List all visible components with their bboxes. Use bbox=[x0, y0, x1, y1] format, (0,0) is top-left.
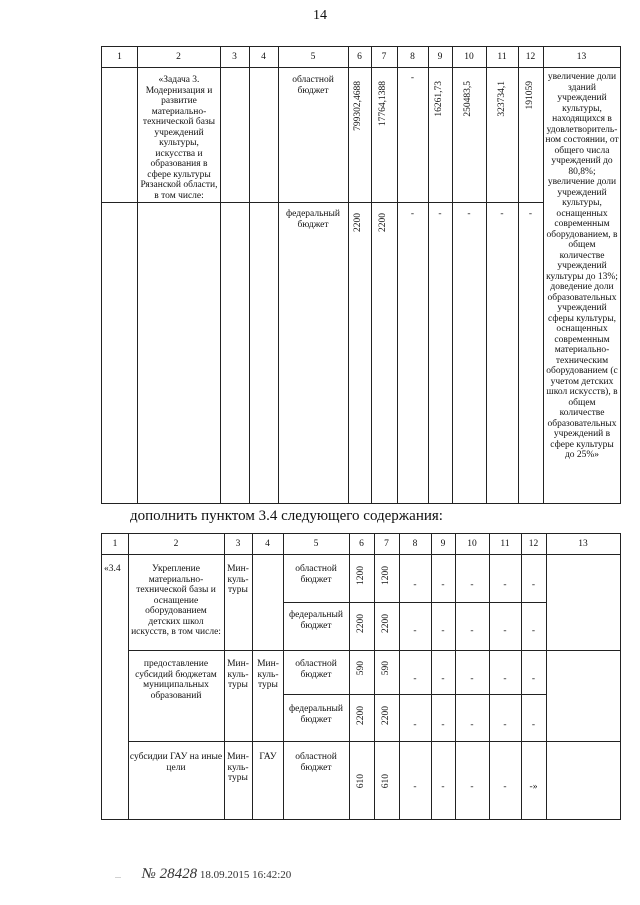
value-col7: 2200 bbox=[381, 614, 391, 633]
value-col8: - bbox=[410, 209, 415, 219]
col-header: 7 bbox=[384, 539, 389, 549]
value-col8: - bbox=[413, 626, 417, 636]
col-header: 13 bbox=[576, 52, 587, 62]
value-col10: - bbox=[470, 720, 474, 730]
col-header: 3 bbox=[235, 539, 241, 549]
value-col9: - bbox=[441, 580, 445, 590]
value-col7: 1200 bbox=[381, 566, 391, 585]
value-col6: 2200 bbox=[353, 213, 363, 232]
value-col8: - bbox=[413, 674, 417, 684]
col-header: 1 bbox=[112, 539, 118, 549]
value-col10: 250483,5 bbox=[463, 81, 473, 117]
item-number: «3.4 bbox=[104, 564, 121, 574]
value-col11: - bbox=[503, 580, 507, 590]
task-3-description: «Задача 3. Модернизация и развитие материально-технической базы учреждений культуры, искусства и образования в сфере культуры Рязанской области, в том числе: bbox=[140, 75, 218, 201]
value-col12: - bbox=[531, 580, 536, 590]
value-col12: - bbox=[531, 626, 536, 636]
col-header: 10 bbox=[464, 52, 474, 62]
col-header: 12 bbox=[525, 52, 536, 62]
value-col7: 610 bbox=[381, 774, 391, 789]
expected-results: увеличение доли зданий учреждений культуры, находящихся в удовлетворитель-ном состоянии, от общего числа учреждений до 80,8%; увеличение доли учреждений культуры, оснащенных современным оборудованием, в общем количестве учреждений культуры до 13%; доведение доли образовательных учреждений сферы культуры, оснащенных современным материально-техническим оборудованием (с учетом детских школ искусств), в общем количестве образовательных учреждений в сфере культуры до 25%» bbox=[545, 72, 619, 460]
col-header: 8 bbox=[412, 539, 418, 549]
funding-source: федеральный бюджет bbox=[289, 610, 343, 631]
funding-source: областной бюджет bbox=[295, 564, 337, 585]
document-datetime: 18.09.2015 16:42:20 bbox=[199, 869, 292, 881]
funding-source: областной бюджет bbox=[295, 752, 337, 773]
col-header: 8 bbox=[410, 52, 415, 62]
col-header: 4 bbox=[261, 52, 266, 62]
value-col8: - bbox=[413, 782, 417, 792]
col-header: 9 bbox=[437, 52, 443, 62]
measure-name: предоставление субсидий бюджетам муниципальных образований bbox=[135, 659, 217, 701]
value-col10: - bbox=[467, 209, 471, 219]
value-col10: - bbox=[470, 580, 474, 590]
col-header: 11 bbox=[500, 539, 510, 549]
col-header: 10 bbox=[467, 539, 477, 549]
value-col12: - bbox=[531, 720, 536, 730]
value-col11: - bbox=[503, 720, 507, 730]
value-col11: - bbox=[503, 674, 507, 684]
value-col9: - bbox=[441, 720, 445, 730]
value-col7: 590 bbox=[381, 661, 391, 676]
value-col10: - bbox=[470, 782, 474, 792]
value-col6: 2200 bbox=[356, 706, 366, 725]
value-col11: 323734,1 bbox=[497, 81, 507, 117]
value-col9: 16261,73 bbox=[434, 81, 444, 117]
value-col7: 2200 bbox=[378, 213, 388, 232]
executor: Мин-куль-туры bbox=[227, 752, 249, 783]
value-col11: - bbox=[503, 782, 507, 792]
col-header: 5 bbox=[310, 52, 316, 62]
col-header: 13 bbox=[578, 539, 588, 549]
value-col11: - bbox=[500, 209, 504, 219]
measure-name: субсидии ГАУ на иные цели bbox=[129, 752, 223, 773]
value-col6: 799302,4688 bbox=[353, 81, 363, 131]
col-header: 7 bbox=[381, 52, 387, 62]
item-3-4-table bbox=[101, 533, 621, 820]
recipient: Мин-куль-туры bbox=[257, 659, 279, 690]
value-col12: 191059 bbox=[525, 81, 535, 110]
value-col9: - bbox=[438, 209, 442, 219]
value-col10: - bbox=[470, 626, 474, 636]
value-col11: - bbox=[503, 626, 507, 636]
document-footer bbox=[115, 866, 291, 883]
value-col10: - bbox=[470, 674, 474, 684]
executor: Мин-куль-туры bbox=[227, 564, 249, 595]
value-col12: - bbox=[531, 674, 536, 684]
value-col8: - bbox=[413, 580, 417, 590]
col-header: 9 bbox=[440, 539, 446, 549]
executor: Мин-куль-туры bbox=[227, 659, 249, 690]
col-header: 12 bbox=[528, 539, 539, 549]
measures-table-continued bbox=[101, 46, 621, 504]
value-col12: -» bbox=[529, 782, 538, 792]
registry-stamp: ... bbox=[115, 871, 121, 880]
value-col8: - bbox=[413, 720, 417, 730]
value-col9: - bbox=[441, 674, 445, 684]
funding-source: федеральный бюджет bbox=[286, 209, 340, 230]
value-col9: - bbox=[441, 782, 445, 792]
col-header: 5 bbox=[313, 539, 319, 549]
col-header: 6 bbox=[357, 52, 362, 62]
amendment-paragraph: дополнить пунктом 3.4 следующего содержания: bbox=[130, 508, 443, 524]
value-col8: - bbox=[410, 73, 415, 83]
value-col7: 17764,1388 bbox=[378, 81, 388, 127]
page-number: 14 bbox=[313, 8, 327, 23]
value-col6: 2200 bbox=[356, 614, 366, 633]
col-header: 11 bbox=[497, 52, 507, 62]
funding-source: областной бюджет bbox=[295, 659, 337, 680]
funding-source: федеральный бюджет bbox=[289, 704, 343, 725]
col-header: 2 bbox=[173, 539, 179, 549]
value-col9: - bbox=[441, 626, 445, 636]
value-col12: - bbox=[528, 209, 533, 219]
funding-source: областной бюджет bbox=[292, 75, 334, 96]
col-header: 4 bbox=[265, 539, 270, 549]
recipient: ГАУ bbox=[259, 752, 277, 762]
value-col6: 590 bbox=[356, 661, 366, 676]
measure-name: Укрепление материально-технической базы и оснащение оборудованием детских школ искусств, в том числе: bbox=[131, 564, 221, 637]
document-number: № 28428 bbox=[141, 866, 198, 882]
col-header: 2 bbox=[176, 52, 181, 62]
value-col6: 1200 bbox=[356, 566, 366, 585]
col-header: 6 bbox=[359, 539, 364, 549]
value-col6: 610 bbox=[356, 774, 366, 789]
col-header: 3 bbox=[232, 52, 237, 62]
col-header: 1 bbox=[117, 52, 122, 62]
value-col7: 2200 bbox=[381, 706, 391, 725]
